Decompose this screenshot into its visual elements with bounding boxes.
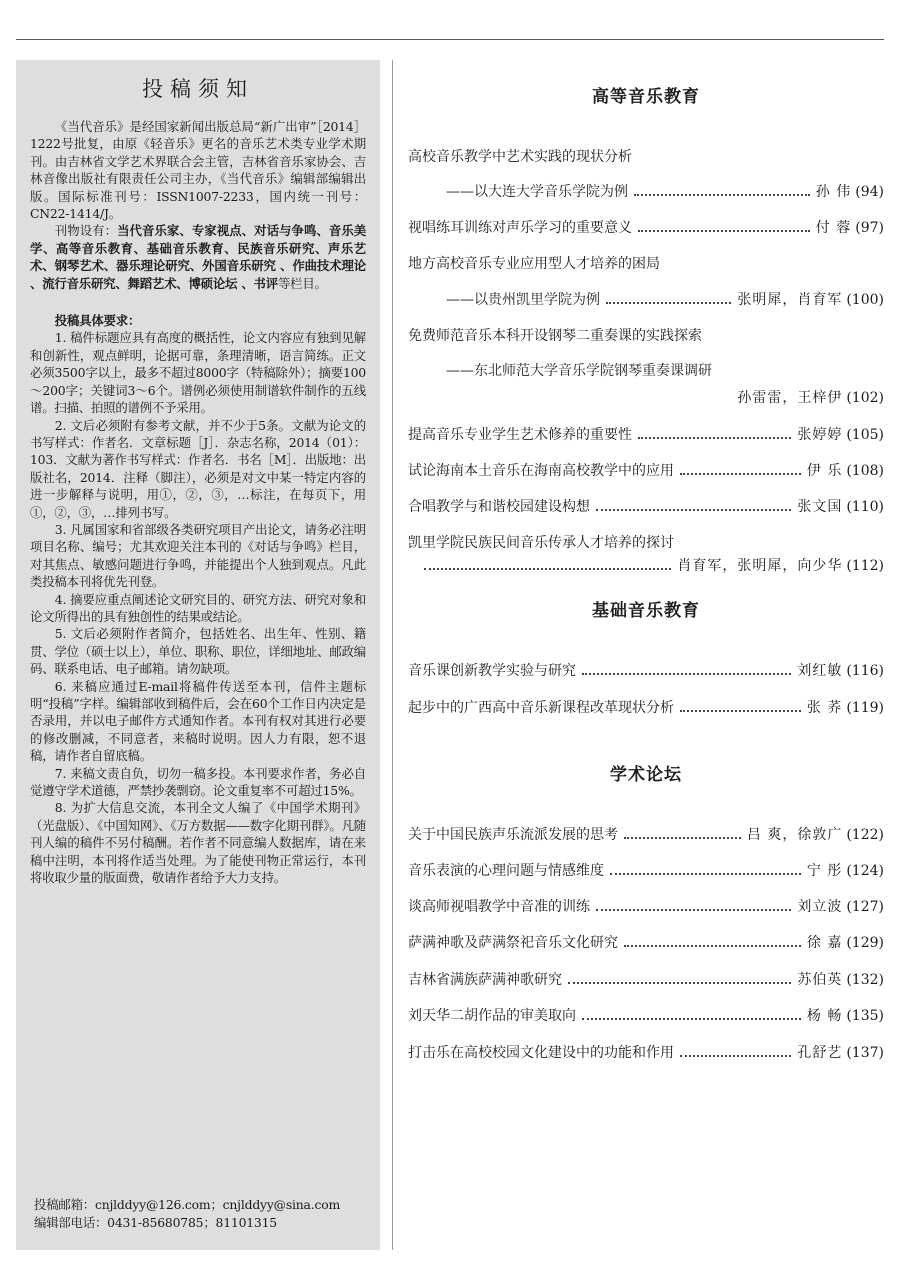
entry-line bbox=[408, 460, 884, 482]
entry-line bbox=[408, 1042, 884, 1064]
entry-line bbox=[408, 660, 884, 682]
entry-page: (116) bbox=[846, 663, 884, 679]
entry-title: 凯里学院民族民间音乐传承人才培养的探讨 bbox=[408, 535, 674, 551]
entry-page: (105) bbox=[846, 427, 884, 443]
dot-leader bbox=[634, 193, 810, 196]
dot-leader bbox=[610, 872, 801, 875]
requirements-title: 投稿具体要求： bbox=[54, 313, 141, 329]
entry-author: 伊 乐 bbox=[806, 463, 843, 479]
dot-leader bbox=[606, 301, 731, 304]
dot-leader bbox=[680, 1054, 791, 1057]
entry-page: (110) bbox=[846, 499, 884, 515]
entry-line bbox=[408, 824, 884, 846]
dot-leader bbox=[424, 567, 671, 570]
section-title: 学术论坛 bbox=[610, 765, 682, 785]
entry-title: 试论海南本土音乐在海南高校教学中的应用 bbox=[408, 463, 674, 479]
entry-title: 地方高校音乐专业应用型人才培养的困局 bbox=[408, 256, 660, 272]
entry-line bbox=[408, 253, 884, 275]
entry-author: 孙 伟 bbox=[815, 184, 852, 200]
dot-leader bbox=[582, 672, 791, 675]
entry-page: (122) bbox=[846, 827, 884, 843]
entry-page: (97) bbox=[855, 220, 884, 236]
entry-title: 提高音乐专业学生艺术修养的重要性 bbox=[408, 427, 632, 443]
entry-page: (135) bbox=[846, 1008, 884, 1024]
entry-page: (100) bbox=[846, 292, 884, 308]
entry-line bbox=[408, 969, 884, 991]
entry-author: 张明犀，肖育军 bbox=[737, 292, 843, 308]
entry-subtitle: ——以贵州凯里学院为例 bbox=[446, 292, 600, 308]
dot-leader bbox=[568, 981, 791, 984]
dot-leader bbox=[596, 908, 791, 911]
dot-leader bbox=[680, 709, 801, 712]
entry-line bbox=[408, 932, 884, 954]
submission-email: 投稿邮箱：cnjlddyy@126.com；cnjlddyy@sina.com bbox=[34, 1197, 341, 1212]
entry-title: 免费师范音乐本科开设钢琴二重奏课的实践探索 bbox=[408, 328, 702, 344]
entry-line bbox=[408, 289, 884, 311]
requirement-item: 7. 来稿文责自负，切勿一稿多投。本刊要求作者，务必自觉遵守学术道德，严禁抄袭剽窃。论文重复率不可超过15%。 bbox=[30, 765, 366, 799]
columns-prefix: 刊物设有： bbox=[54, 223, 118, 239]
entry-page: (94) bbox=[855, 184, 884, 200]
entry-page: (112) bbox=[846, 558, 884, 574]
entry-title: 起步中的广西高中音乐新课程改革现状分析 bbox=[408, 700, 674, 716]
requirement-item: 1. 稿件标题应具有高度的概括性，论文内容应有独到见解和创新性，观点鲜明，论据可靠，条理清晰，语言简练。正文必须3500字以上，最多不超过8000字（特稿除外）；摘要100～200字；关键词3～6个。谱例必须使用制谱软件制作的五线谱。扫描、拍照的谱例不予采用。 bbox=[30, 330, 366, 416]
entry-author: 苏伯英 bbox=[797, 972, 843, 988]
entry-author: 刘立波 bbox=[797, 899, 843, 915]
entry-author: 张婷婷 bbox=[797, 427, 843, 443]
entry-title: 合唱教学与和谐校园建设构想 bbox=[408, 499, 590, 515]
entry-subtitle: ——东北师范大学音乐学院钢琴重奏课调研 bbox=[446, 363, 712, 379]
entry-line bbox=[408, 146, 884, 168]
entry-title: 谈高师视唱教学中音准的训练 bbox=[408, 899, 590, 915]
entry-line bbox=[408, 496, 884, 518]
entry-author: 张 荞 bbox=[806, 700, 843, 716]
entry-line bbox=[408, 1005, 884, 1027]
entry-author: 张文国 bbox=[797, 499, 843, 515]
notice-title: 投稿须知 bbox=[142, 77, 254, 101]
entry-author: 孙雷雷，王梓伊 bbox=[737, 390, 843, 406]
contact-info bbox=[34, 1196, 340, 1232]
section-title: 基础音乐教育 bbox=[592, 601, 700, 621]
submission-notice-panel bbox=[16, 60, 380, 1250]
entry-line bbox=[408, 325, 884, 347]
entry-title: 高校音乐教学中艺术实践的现状分析 bbox=[408, 149, 632, 165]
entry-title: 打击乐在高校校园文化建设中的功能和作用 bbox=[408, 1045, 674, 1061]
column-divider bbox=[392, 60, 393, 1250]
entry-author: 徐 嘉 bbox=[806, 935, 843, 951]
entry-author: 吕 爽，徐敦广 bbox=[746, 827, 843, 843]
entry-author: 杨 畅 bbox=[806, 1008, 843, 1024]
requirement-item: 4. 摘要应重点阐述论文研究目的、研究方法、研究对象和论文所得出的具有独创性的结果或结论。 bbox=[30, 591, 366, 624]
entry-author: 刘红敏 bbox=[797, 663, 843, 679]
dot-leader bbox=[596, 508, 791, 511]
dot-leader bbox=[624, 944, 801, 947]
entry-page: (137) bbox=[846, 1045, 884, 1061]
entry-page: (132) bbox=[846, 972, 884, 988]
notice-columns bbox=[30, 222, 366, 292]
entry-title: 视唱练耳训练对声乐学习的重要意义 bbox=[408, 220, 632, 236]
notice-intro: 《当代音乐》是经国家新闻出版总局“新广出审”［2014］1222号批复，由原《轻音乐》更名的音乐艺术类专业学术期刊。由吉林省文学艺术界联合会主管，吉林省音乐家协会、吉林音像出版社有限责任公司主办，《当代音乐》编辑部编辑出版。国际标准刊号：ISSN1007-2233，国内统一刊号：CN22-1414/J。 bbox=[30, 119, 366, 222]
entry-page: (127) bbox=[846, 899, 884, 915]
entry-author: 宁 彤 bbox=[806, 863, 843, 879]
entry-line bbox=[408, 217, 884, 239]
entry-author: 肖育军，张明犀，向少华 bbox=[677, 558, 843, 574]
entry-page: (119) bbox=[846, 700, 884, 716]
entry-page: (124) bbox=[846, 863, 884, 879]
entry-title: 关于中国民族声乐流派发展的思考 bbox=[408, 827, 618, 843]
editorial-phone: 编辑部电话：0431-85680785；81101315 bbox=[34, 1215, 277, 1230]
entry-line bbox=[408, 532, 884, 554]
requirement-item: 2. 文后必须附有参考文献，并不少于5条。文献为论文的书写样式：作者名．文章标题［J］．杂志名称，2014（01）：103．文献为著作书写样式：作者名．书名［M］．出版地：出版社名，2014．注释（脚注），必须是对文中某一特定内容的进一步解释与说明，用①，②，③，…标注，在每页下，用①，②，③，…排列书写。 bbox=[30, 417, 366, 520]
entry-line bbox=[408, 424, 884, 446]
entry-author: 孔舒艺 bbox=[797, 1045, 843, 1061]
entry-line bbox=[408, 896, 884, 918]
entry-subtitle: ——以大连大学音乐学院为例 bbox=[446, 184, 628, 200]
entry-line bbox=[408, 697, 884, 719]
entry-line bbox=[408, 360, 884, 382]
entry-page: (108) bbox=[846, 463, 884, 479]
entry-line bbox=[408, 860, 884, 882]
entry-title: 吉林省满族萨满神歌研究 bbox=[408, 972, 562, 988]
columns-list: 当代音乐家、专家视点、对话与争鸣、音乐美学、高等音乐教育、基础音乐教育、民族音乐研究、声乐艺术、钢琴艺术、器乐理论研究、外国音乐研究 、作曲技术理论 、流行音乐研究、舞蹈艺术、博硕论坛 、书评 bbox=[30, 223, 367, 291]
entry-title: 音乐表演的心理问题与情感维度 bbox=[408, 863, 604, 879]
dot-leader bbox=[680, 472, 801, 475]
entry-title: 刘天华二胡作品的审美取向 bbox=[408, 1008, 576, 1024]
entry-title: 音乐课创新教学实验与研究 bbox=[408, 663, 576, 679]
dot-leader bbox=[638, 229, 810, 232]
top-rule bbox=[16, 39, 884, 40]
columns-suffix: 等栏目。 bbox=[277, 275, 327, 291]
entry-title: 萨满神歌及萨满祭祀音乐文化研究 bbox=[408, 935, 618, 951]
entry-line bbox=[408, 387, 884, 409]
dot-leader bbox=[582, 1017, 801, 1020]
entry-line bbox=[408, 181, 884, 203]
entry-page: (102) bbox=[846, 390, 884, 406]
dot-leader bbox=[624, 836, 741, 839]
section-title: 高等音乐教育 bbox=[592, 87, 700, 107]
requirement-item: 6. 来稿应通过E-mail将稿件传送至本刊，信件主题标明“投稿”字样。编辑部收到稿件后，会在60个工作日内决定是否录用，并以电子邮件方式通知作者。本刊有权对其进行必要的修改删减，不同意者，来稿时说明。因人力有限，恕不退稿，请作者自留底稿。 bbox=[30, 678, 366, 764]
entry-line bbox=[408, 555, 884, 577]
requirement-item: 5. 文后必须附作者简介，包括姓名、出生年、性别、籍贯、学位（硕士以上），单位、职称、职位，详细地址、邮政编码、联系电话、电子邮箱。请勿缺项。 bbox=[30, 626, 366, 677]
dot-leader bbox=[638, 436, 791, 439]
requirement-item: 8. 为扩大信息交流，本刊全文人编了《中国学术期刊》（光盘版）、《中国知网》、《万方数据——数字化期刊群》。凡随刊人编的稿件不另付稿酬。若作者不同意编人数据库，请在来稿中注明，本刊将作适当处理。为了能使刊物正常运行，本刊将收取少量的版面费，敬请作者给予大力支持。 bbox=[30, 800, 366, 886]
entry-page: (129) bbox=[846, 935, 884, 951]
requirement-item: 3. 凡属国家和省部级各类研究项目产出论文，请务必注明项目名称、编号；尤其欢迎关注本刊的《对话与争鸣》栏目，对其焦点、敏感问题进行争鸣，并能提出个人独到观点。凡此类投稿本刊将优先刊登。 bbox=[30, 521, 366, 590]
entry-author: 付 蓉 bbox=[815, 220, 852, 236]
